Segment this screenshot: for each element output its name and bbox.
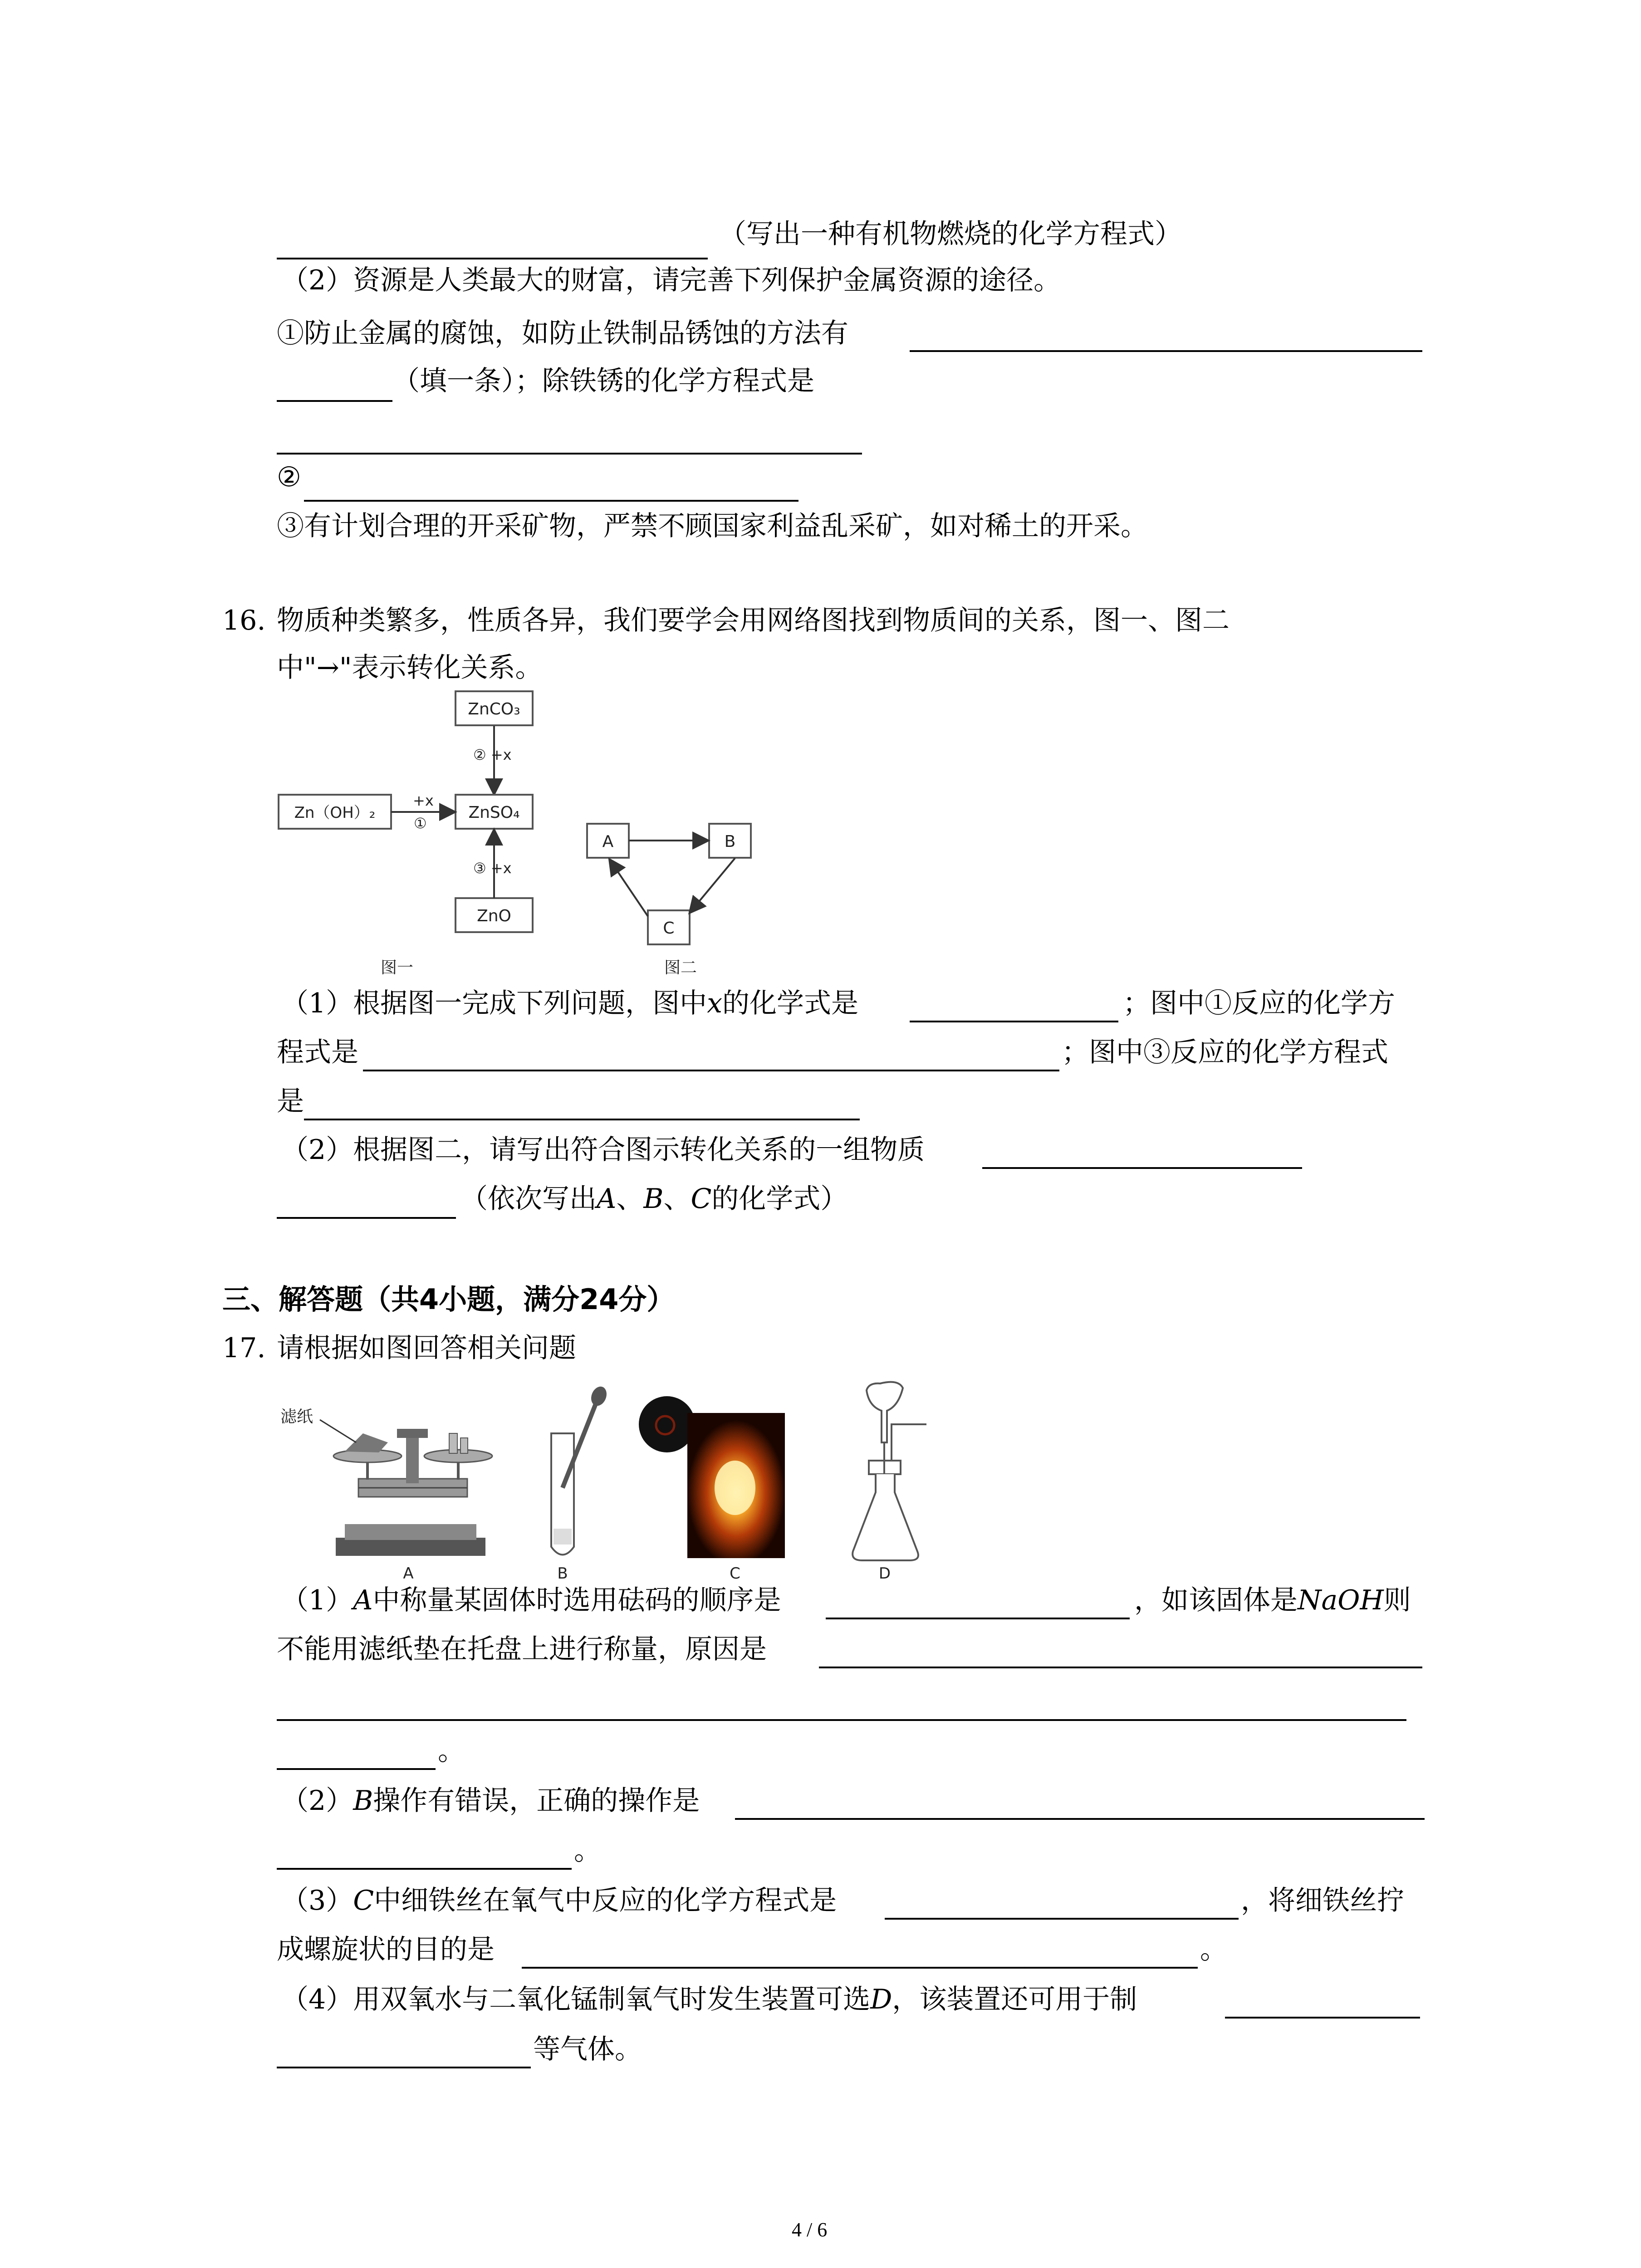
q17-part2-end: 。 (574, 1835, 601, 1867)
q16-part1-line1-end: ；图中①反应的化学方 (1123, 987, 1395, 1019)
q17-part3-line1-end: ，将细铁丝拧 (1241, 1885, 1404, 1916)
fig-label-b: B (557, 1564, 568, 1583)
answer-blank[interactable] (885, 1918, 1239, 1920)
answer-blank[interactable] (522, 1967, 1198, 1969)
answer-blank[interactable] (277, 1719, 1406, 1721)
answer-blank[interactable] (277, 400, 392, 402)
answer-blank[interactable] (910, 1021, 1118, 1022)
fig2-label-c: C (663, 919, 675, 938)
q17-part4-line1: （4）用双氧水与二氧化锰制氧气时发生装置可选D，该装置还可用于制 (281, 1984, 1137, 2015)
fig-label-d: D (878, 1564, 891, 1583)
arrow1-top-label: +x (413, 792, 434, 809)
answer-blank[interactable] (277, 1868, 572, 1870)
fig2-label-a: A (602, 832, 614, 851)
q17-part1-line2: 不能用滤纸垫在托盘上进行称量，原因是 (277, 1633, 767, 1665)
zno-label: ZnO (477, 907, 511, 925)
q16-figures (272, 689, 780, 989)
q15-note: （写出一种有机物燃烧的化学方程式） (719, 218, 1182, 250)
fig2-caption: 图二 (664, 958, 697, 977)
q16-stem-line2: 中"→"表示转化关系。 (277, 652, 543, 684)
q16-part1-line2-end: ；图中③反应的化学方程式 (1062, 1036, 1388, 1068)
arrow3-label: ③ +x (473, 860, 512, 877)
q17-part1-line1-end: ，如该固体是NaOH则 (1134, 1584, 1411, 1616)
answer-blank[interactable] (277, 258, 708, 259)
q17-part2-line1: （2）B操作有错误，正确的操作是 (281, 1785, 700, 1817)
answer-blank[interactable] (826, 1618, 1130, 1619)
answer-blank[interactable] (363, 1070, 1059, 1071)
answer-blank[interactable] (1225, 2017, 1420, 2019)
answer-blank[interactable] (304, 1119, 860, 1120)
answer-blank[interactable] (304, 500, 798, 502)
q15-part2-item3: ③有计划合理的开采矿物，严禁不顾国家利益乱采矿，如对稀土的开采。 (277, 510, 1148, 542)
q17-part3-line1: （3）C中细铁丝在氧气中反应的化学方程式是 (281, 1885, 837, 1916)
q16-stem-line1: 物质种类繁多，性质各异，我们要学会用网络图找到物质间的关系，图一、图二 (277, 605, 1230, 636)
iron-combustion-illustration (639, 1396, 785, 1583)
fig-label-a: A (403, 1564, 414, 1583)
fig2-label-b: B (724, 832, 736, 851)
q17-part3-end: 。 (1200, 1934, 1227, 1965)
q17-number: 17. (222, 1332, 266, 1364)
test-tube-illustration (551, 1384, 609, 1583)
answer-blank[interactable] (982, 1167, 1302, 1169)
answer-blank[interactable] (277, 2067, 531, 2068)
arrow2-label: ② +x (473, 746, 512, 763)
q15-part2-item1-b: （填一条）；除铁锈的化学方程式是 (392, 365, 814, 397)
answer-blank[interactable] (819, 1667, 1422, 1668)
q15-part2-item2: ② (277, 461, 301, 493)
filter-paper-label: 滤纸 (280, 1408, 314, 1426)
answer-blank[interactable] (277, 453, 862, 455)
page-number: 4 / 6 (792, 2219, 828, 2241)
balance-illustration (280, 1408, 492, 1583)
answer-blank[interactable] (910, 350, 1422, 352)
answer-blank[interactable] (735, 1818, 1425, 1820)
q15-part2-title: （2）资源是人类最大的财富，请完善下列保护金属资源的途径。 (281, 264, 1061, 296)
znoh2-label: Zn（OH）₂ (294, 804, 376, 822)
q17-part1-line1: （1）A中称量某固体时选用砝码的顺序是 (281, 1584, 781, 1616)
q16-number: 16. (222, 605, 266, 636)
arrow1-bottom-label: ① (414, 815, 427, 832)
q16-part2-line1: （2）根据图二，请写出符合图示转化关系的一组物质 (281, 1134, 925, 1166)
answer-blank[interactable] (277, 1768, 436, 1770)
fig1-caption: 图一 (380, 958, 414, 977)
fig-label-c: C (730, 1564, 740, 1583)
section3-title: 三、解答题（共4小题，满分24分） (222, 1283, 675, 1316)
flask-apparatus-illustration (852, 1382, 926, 1583)
q17-stem: 请根据如图回答相关问题 (277, 1332, 576, 1364)
q16-part1-line3: 是 (277, 1085, 304, 1117)
q16-part1-line1: （1）根据图一完成下列问题，图中x的化学式是 (281, 987, 859, 1019)
q17-figures (277, 1374, 966, 1583)
znco3-label: ZnCO₃ (468, 700, 520, 719)
answer-blank[interactable] (277, 1217, 456, 1219)
q17-part4-end: 等气体。 (533, 2033, 642, 2065)
q16-part2-line2: （依次写出A、B、C的化学式） (460, 1183, 848, 1215)
znso4-label: ZnSO₄ (468, 803, 520, 822)
q15-part2-item1: ①防止金属的腐蚀，如防止铁制品锈蚀的方法有 (277, 318, 848, 349)
q16-part1-line2: 程式是 (277, 1036, 358, 1068)
q17-part3-line2: 成螺旋状的目的是 (277, 1934, 495, 1965)
q17-part1-end: 。 (438, 1735, 465, 1767)
